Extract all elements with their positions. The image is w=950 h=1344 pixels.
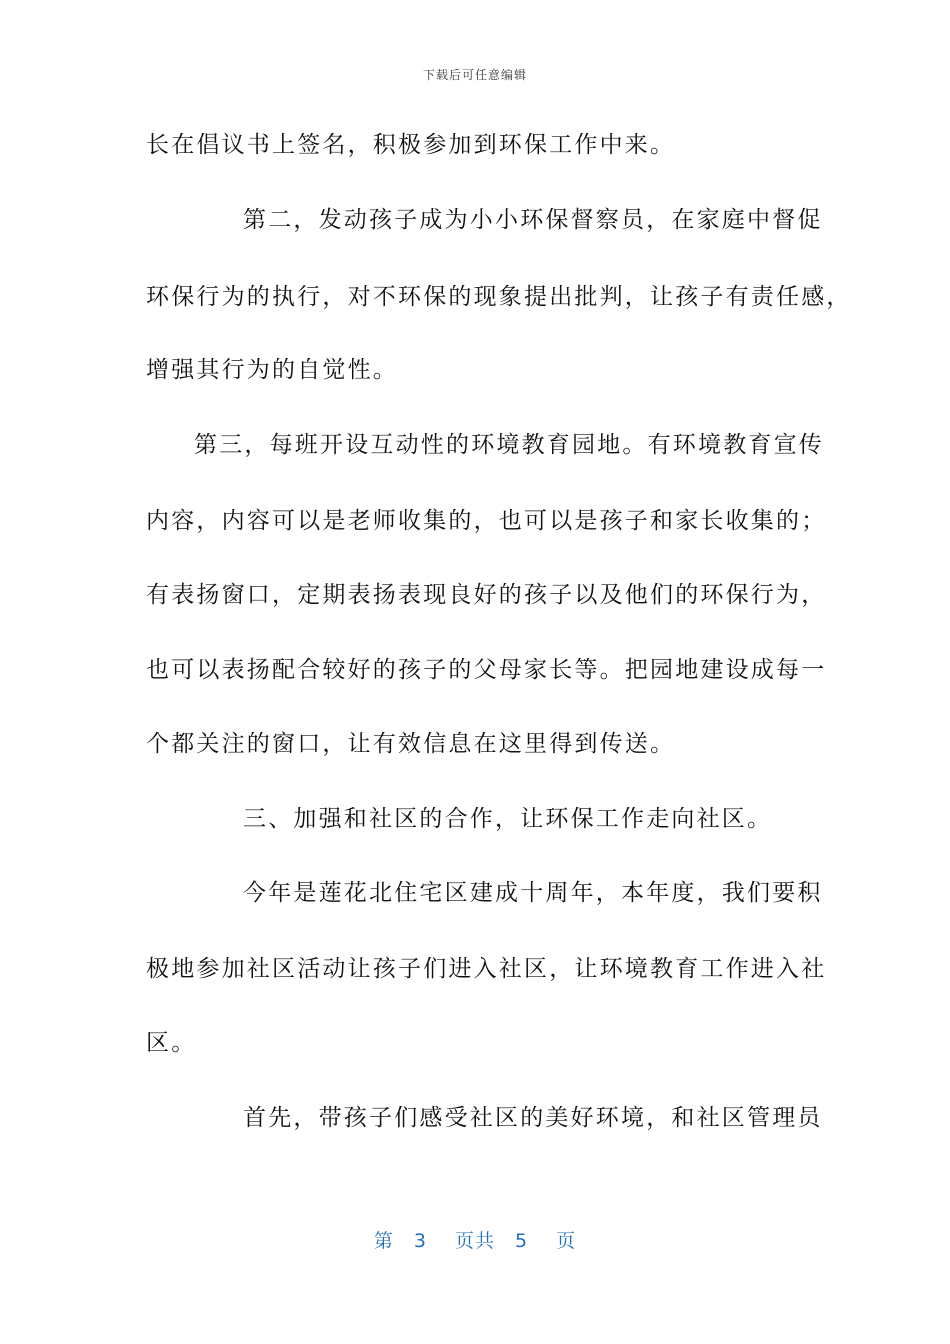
page-footer [0, 1226, 950, 1253]
body-line: 三、加强和社区的合作，让环保工作走向社区。 [243, 806, 773, 832]
footer-current-page: 3 [413, 1230, 427, 1252]
body-line: 今年是莲花北住宅区建成十周年，本年度，我们要积 [243, 880, 823, 906]
body-line: 第二，发动孩子成为小小环保督察员，在家庭中督促 [243, 207, 823, 233]
body-line: 也可以表扬配合较好的孩子的父母家长等。把园地建设成每一 [146, 657, 827, 683]
footer-middle: 页共 [454, 1230, 495, 1252]
footer-suffix: 页 [556, 1230, 577, 1252]
body-line: 区。 [146, 1030, 197, 1056]
body-line: 有表扬窗口，定期表扬表现良好的孩子以及他们的环保行为， [146, 582, 827, 608]
body-line: 个都关注的窗口，让有效信息在这里得到传送。 [146, 731, 676, 757]
body-line: 极地参加社区活动让孩子们进入社区，让环境教育工作进入社 [146, 956, 827, 982]
body-line: 增强其行为的自觉性。 [146, 357, 398, 383]
body-line: 环保行为的执行，对不环保的现象提出批判，让孩子有责任感， [146, 284, 852, 310]
body-line: 第三，每班开设互动性的环境教育园地。有环境教育宣传 [194, 432, 824, 458]
body-line: 内容，内容可以是老师收集的，也可以是孩子和家长收集的； [146, 508, 827, 534]
page-header: 下载后可任意编辑 [422, 68, 527, 82]
body-line: 首先，带孩子们感受社区的美好环境，和社区管理员 [243, 1105, 823, 1131]
footer-total-pages: 5 [515, 1230, 529, 1252]
body-line: 长在倡议书上签名，积极参加到环保工作中来。 [146, 132, 676, 158]
footer-prefix: 第 [373, 1230, 394, 1252]
